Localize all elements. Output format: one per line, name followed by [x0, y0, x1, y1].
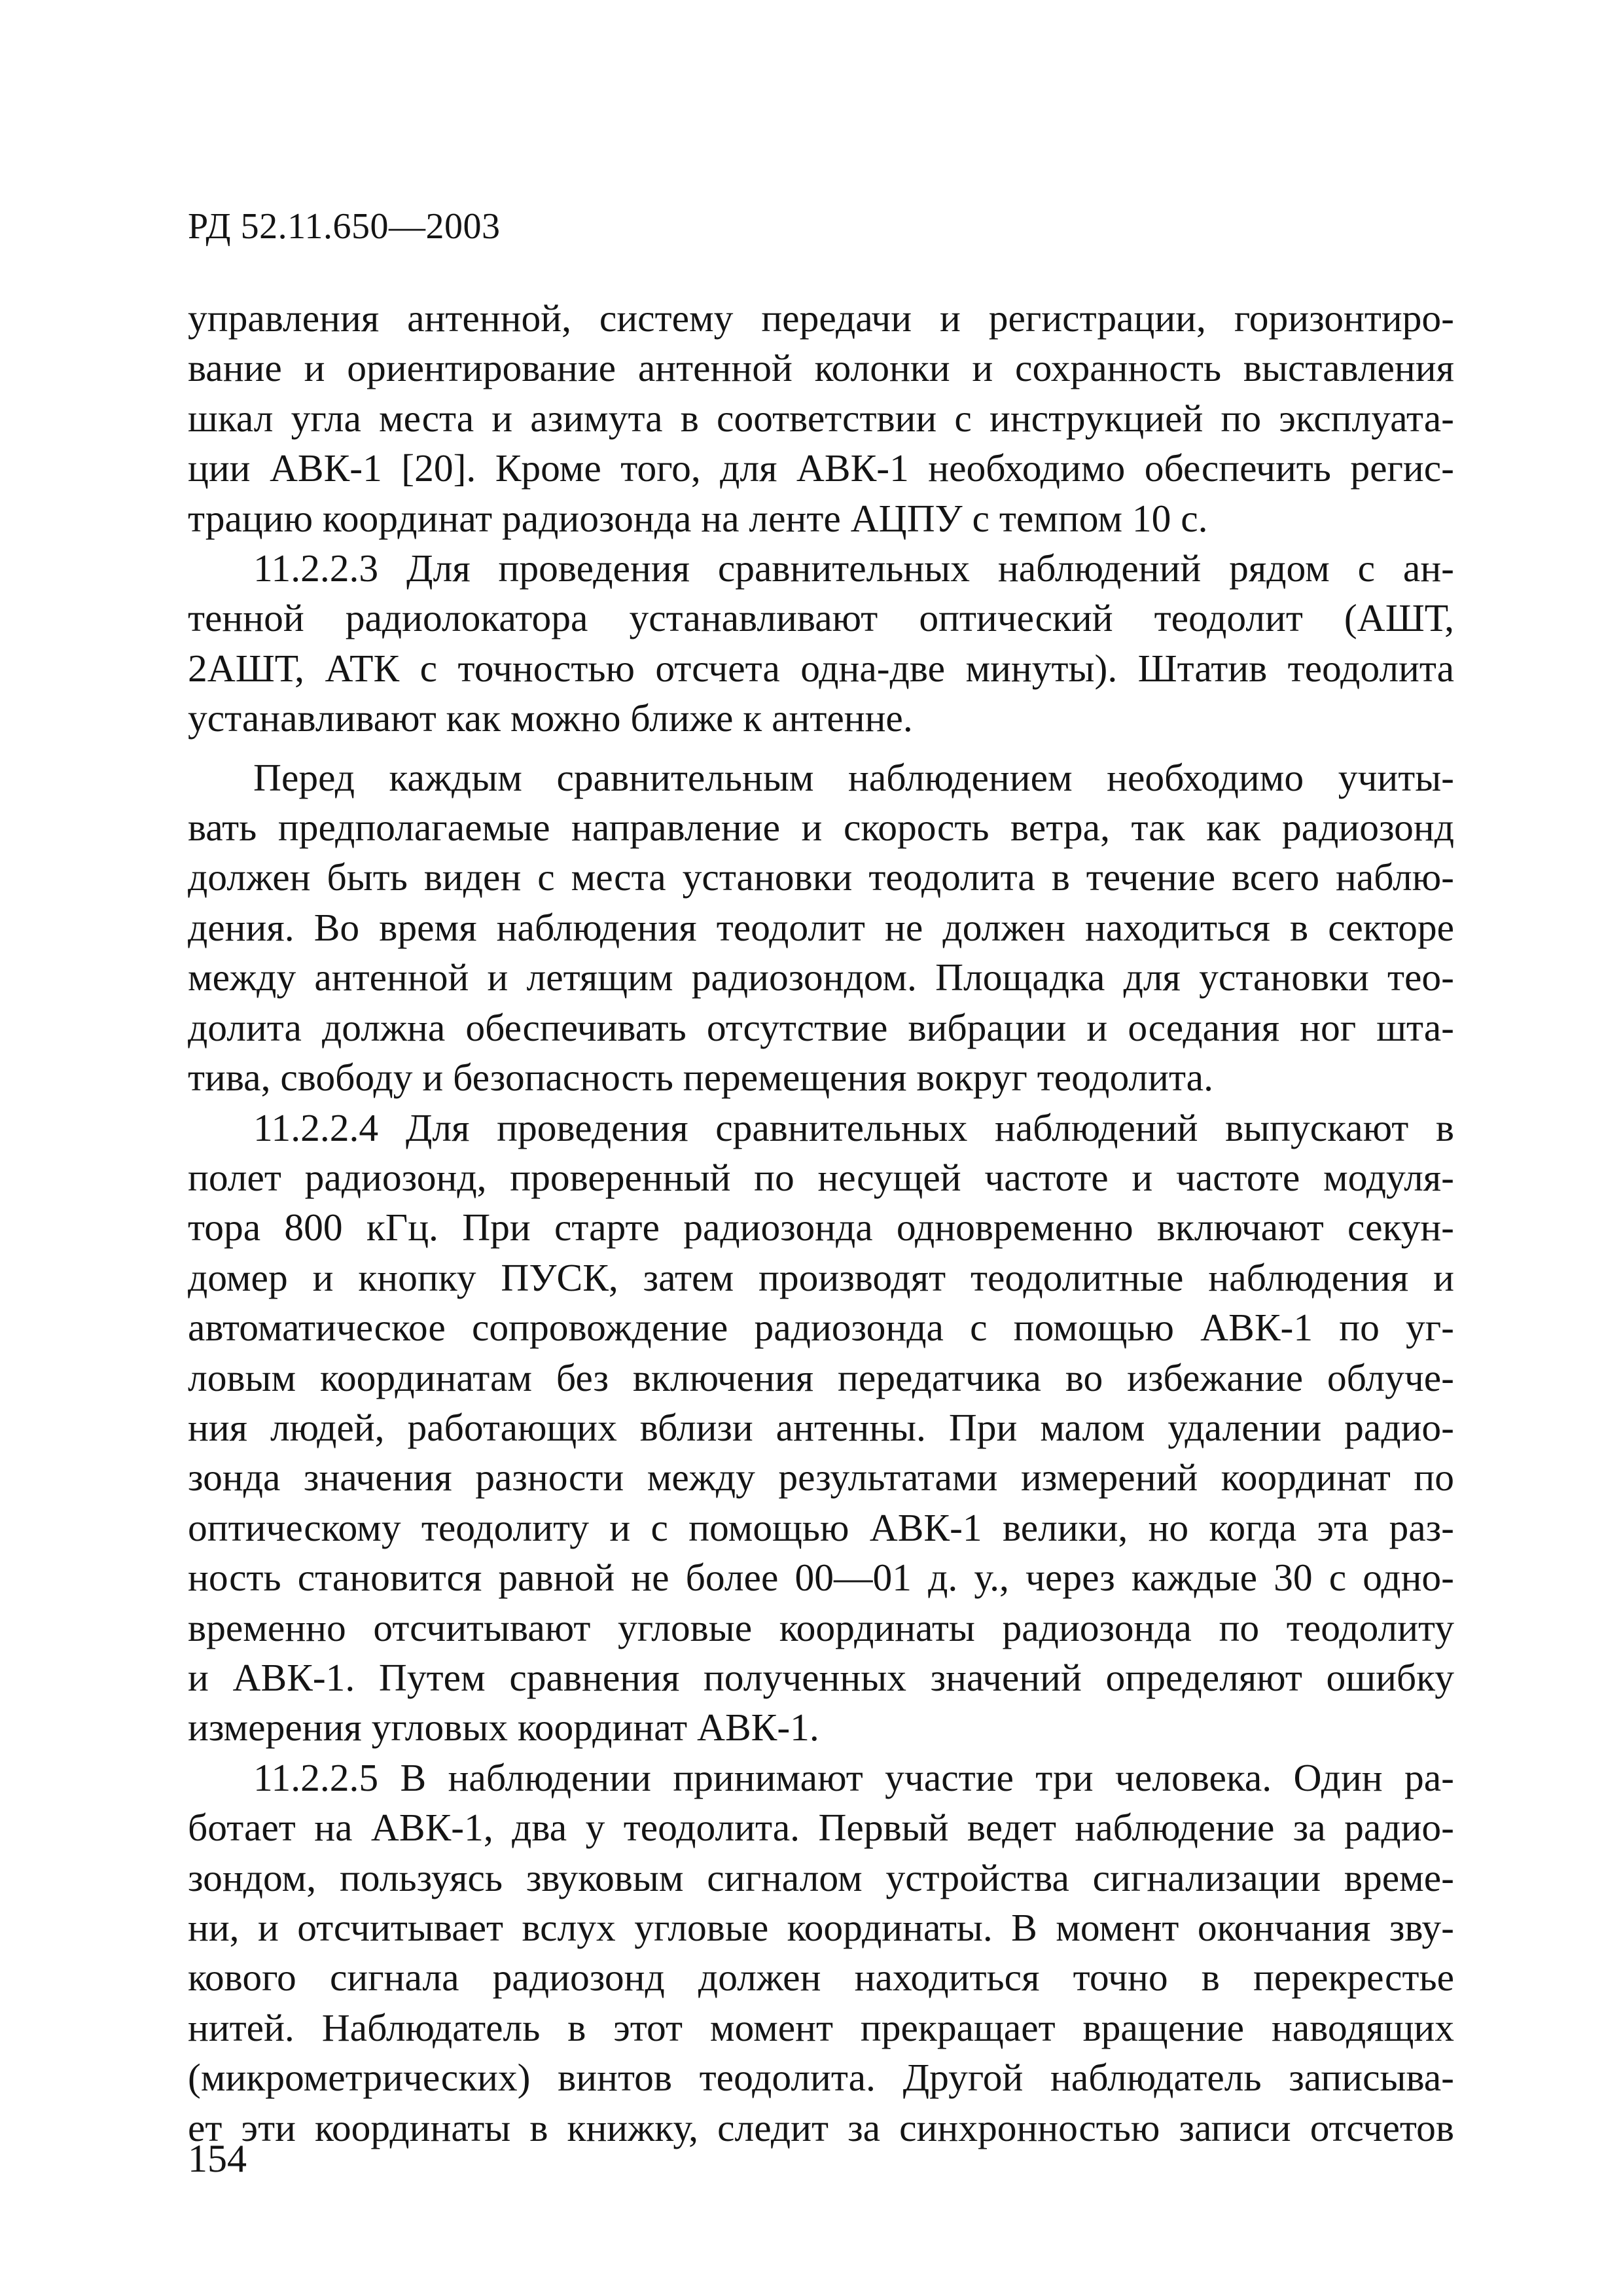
text-line: оптическому теодолиту и с помощью АВК-1 велики, но когда эта раз- [188, 1505, 1454, 1549]
text-line: тора 800 кГц. При старте радиозонда одновременно включают секун- [188, 1206, 1454, 1249]
page-number: 154 [188, 2137, 247, 2180]
text-line: между антенной и летящим радиозондом. Площадка для установки тео- [188, 956, 1454, 999]
text-line: ни, и отсчитывает вслух угловые координаты. В момент окончания зву- [188, 1906, 1454, 1949]
text-line: зонда значения разности между результатами измерений координат по [188, 1456, 1454, 1499]
text-line: ность становится равной не более 00—01 д. у., через каждые 30 с одно- [188, 1556, 1454, 1600]
document-code-header: РД 52.11.650—2003 [188, 206, 501, 247]
text-line: ет эти координаты в книжку, следит за синхронностью записи отсчетов [188, 2106, 1454, 2149]
text-line: 2АШТ, АТК с точностью отсчета одна-две минуты). Штатив теодолита [188, 646, 1454, 690]
paragraph-continuation [188, 293, 1454, 543]
body-text [188, 293, 1454, 2153]
text-line: вать предполагаемые направление и скорость ветра, так как радиозонд [188, 806, 1454, 850]
text-line: и АВК-1. Путем сравнения полученных значений определяют ошибку [188, 1655, 1454, 1699]
text-line: ния людей, работающих вблизи антенны. При малом удалении радио- [188, 1405, 1454, 1449]
text-line: кового сигнала радиозонд должен находиться точно в перекрестье [188, 1956, 1454, 2000]
text-line: должен быть виден с места установки теодолита в течение всего наблю- [188, 855, 1454, 899]
text-line: ции АВК-1 [20]. Кроме того, для АВК-1 необходимо обеспечить регис- [188, 446, 1454, 490]
paragraph-theodolite-placement [188, 753, 1454, 1103]
paragraph-11-2-2-5 [188, 1753, 1454, 2153]
text-line: трацию координат радиозонда на ленте АЦПУ с темпом 10 с. [188, 496, 1208, 540]
text-line: временно отсчитывают угловые координаты радиозонда по теодолиту [188, 1605, 1454, 1649]
text-line: 11.2.2.4 Для проведения сравнительных наблюдений выпускают в [253, 1105, 1454, 1149]
text-line: (микрометрических) винтов теодолита. Другой наблюдатель записыва- [188, 2056, 1454, 2100]
text-line: вание и ориентирование антенной колонки и сохранность выставления [188, 346, 1454, 390]
text-line: полет радиозонд, проверенный по несущей частоте и частоте модуля- [188, 1155, 1454, 1199]
text-line: домер и кнопку ПУСК, затем производят теодолитные наблюдения и [188, 1255, 1454, 1299]
text-line: шкал угла места и азимута в соответствии с инструкцией по эксплуата- [188, 396, 1454, 440]
text-line: долита должна обеспечивать отсутствие вибрации и оседания ног шта- [188, 1005, 1454, 1049]
text-line: зондом, пользуясь звуковым сигналом устройства сигнализации време- [188, 1856, 1454, 1899]
text-line: устанавливают как можно ближе к антенне. [188, 696, 913, 740]
text-line: дения. Во время наблюдения теодолит не должен находиться в секторе [188, 905, 1454, 949]
text-line: 11.2.2.3 Для проведения сравнительных наблюдений рядом с ан- [253, 547, 1454, 590]
text-line: ботает на АВК-1, два у теодолита. Первый ведет наблюдение за радио- [188, 1806, 1454, 1850]
text-line: тива, свободу и безопасность перемещения вокруг теодолита. [188, 1056, 1213, 1100]
text-line: управления антенной, систему передачи и регистрации, горизонтиро- [188, 296, 1454, 340]
text-line: нитей. Наблюдатель в этот момент прекращает вращение наводящих [188, 2005, 1454, 2049]
text-line: автоматическое сопровождение радиозонда с помощью АВК-1 по уг- [188, 1306, 1454, 1350]
paragraph-11-2-2-4 [188, 1103, 1454, 1753]
text-line: измерения угловых координат АВК-1. [188, 1706, 819, 1749]
text-line: тенной радиолокатора устанавливают оптический теодолит (АШТ, [188, 596, 1454, 640]
text-line: 11.2.2.5 В наблюдении принимают участие три человека. Один ра- [253, 1755, 1454, 1799]
text-line: ловым координатам без включения передатчика во избежание облуче- [188, 1355, 1454, 1399]
paragraph-11-2-2-3 [188, 543, 1454, 744]
text-line: Перед каждым сравнительным наблюдением необходимо учиты- [253, 755, 1454, 799]
